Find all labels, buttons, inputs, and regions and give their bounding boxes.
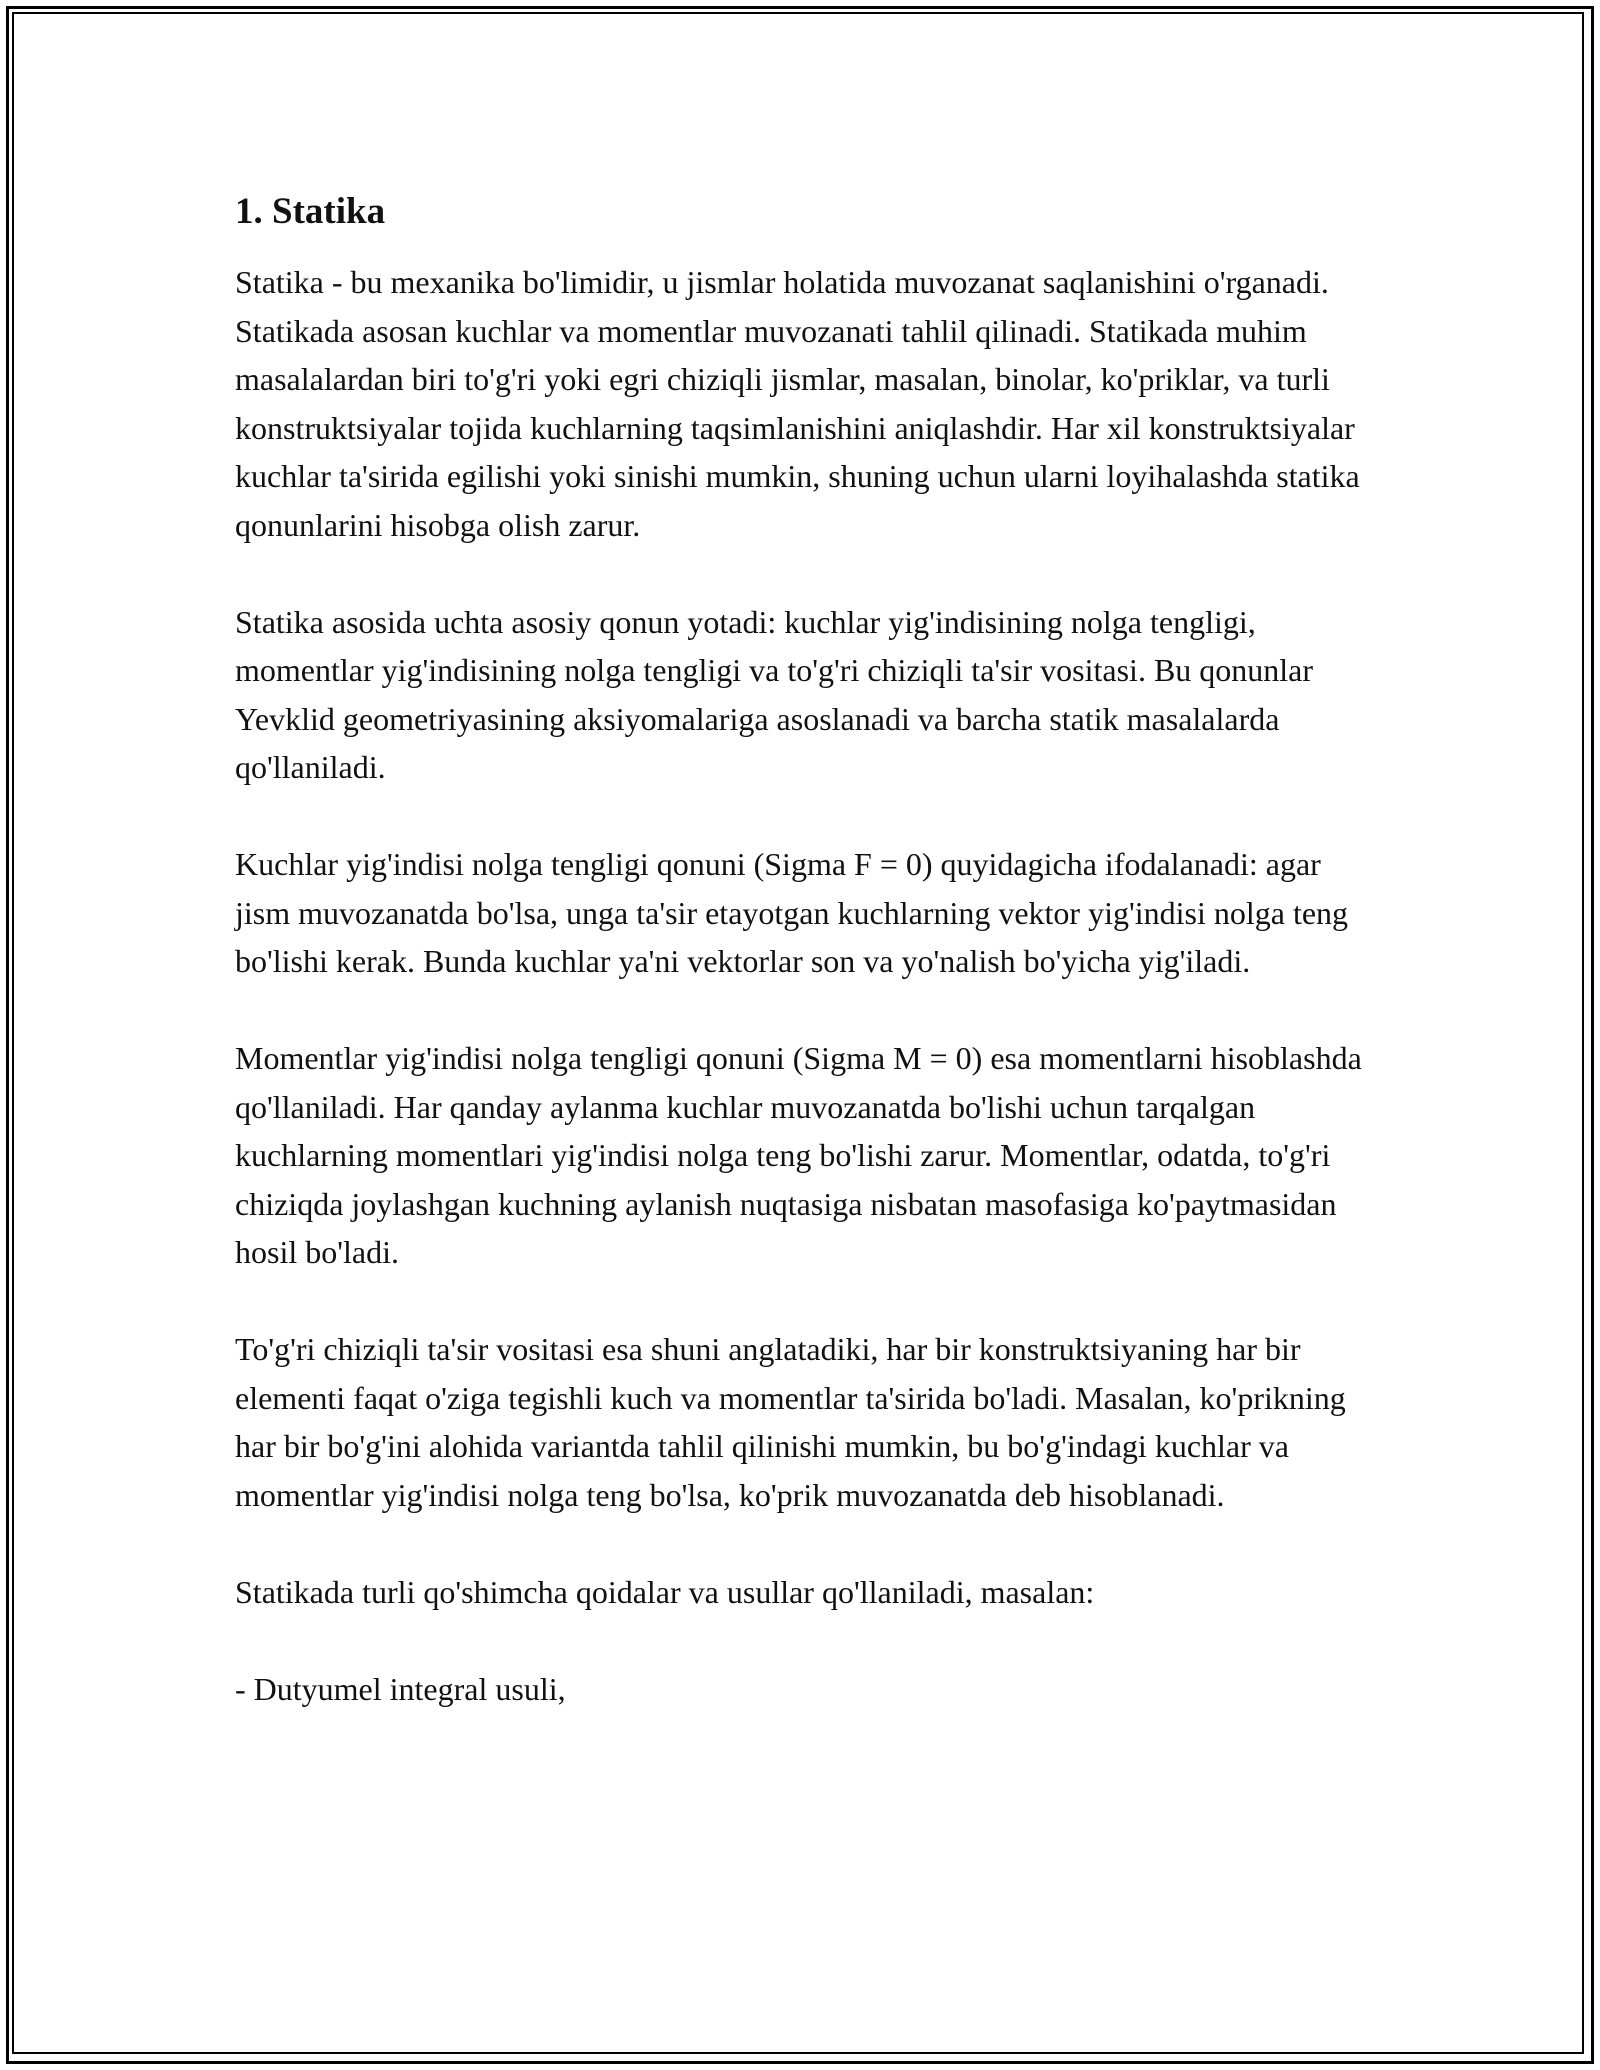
section-title: 1. Statika [235,191,386,232]
paragraph-additional-rules: Statikada turli qo'shimcha qoidalar va usullar qo'llaniladi, masalan: [235,1573,1095,1610]
paragraph-statika-definition: Statika - bu mexanika bo'limidir, u jismlar holatida muvozanat saqlanishini o'rganadi. Statikada asosan kuchlar va momentlar muvozanati tahlil qilinadi. Statikada muhim masalalardan biri to'g'ri yoki egri chiziqli jismlar, masalan, binolar, ko'priklar, va turli konstruktsiyalar tojida kuchlarning taqsimlanishini aniqlashdir. Har xil konstruktsiyalar kuchlar ta'sirida egilishi yoki sinishi mumkin, shuning uchun ularni loyihalashda statika qonunlarini hisobga olish zarur. [235,264,1360,543]
list-item-method: - Dutyumel integral usuli, [235,1670,566,1707]
paragraph-linear-action: To'g'ri chiziqli ta'sir vositasi esa shuni anglatadiki, har bir konstruktsiyaning har bir elementi faqat o'ziga tegishli kuch va momentlar ta'sirida bo'ladi. Masalan, ko'prikning har bir bo'g'ini alohida variantda tahlil qilinishi mumkin, bu bo'g'indagi kuchlar va momentlar yig'indisi nolga teng bo'lsa, ko'prik muvozanatda deb hisoblanadi. [235,1331,1346,1513]
paragraph-three-laws: Statika asosida uchta asosiy qonun yotadi: kuchlar yig'indisining nolga tengligi, momentlar yig'indisining nolga tengligi va to'g'ri chiziqli ta'sir vositasi. Bu qonunlar Yevklid geometriyasining aksiyomalariga asoslanadi va barcha statik masalalarda qo'llaniladi. [235,603,1314,785]
paragraph-force-sum-law: Kuchlar yig'indisi nolga tengligi qonuni (Sigma F = 0) quyidagicha ifodalanadi: agar jism muvozanatda bo'lsa, unga ta'sir etayotgan kuchlarning vektor yig'indisi nolga teng bo'lishi kerak. Bunda kuchlar ya'ni vektorlar son va yo'nalish bo'yicha yig'iladi. [235,846,1349,979]
paragraph-moment-sum-law: Momentlar yig'indisi nolga tengligi qonuni (Sigma M = 0) esa momentlarni hisoblashda qo'llaniladi. Har qanday aylanma kuchlar muvozanatda bo'lishi uchun tarqalgan kuchlarning momentlari yig'indisi nolga teng bo'lishi zarur. Momentlar, odatda, to'g'ri chiziqda joylashgan kuchning aylanish nuqtasiga nisbatan masofasiga ko'paytmasidan hosil bo'ladi. [235,1040,1362,1270]
document-page [235,186,1375,1713]
